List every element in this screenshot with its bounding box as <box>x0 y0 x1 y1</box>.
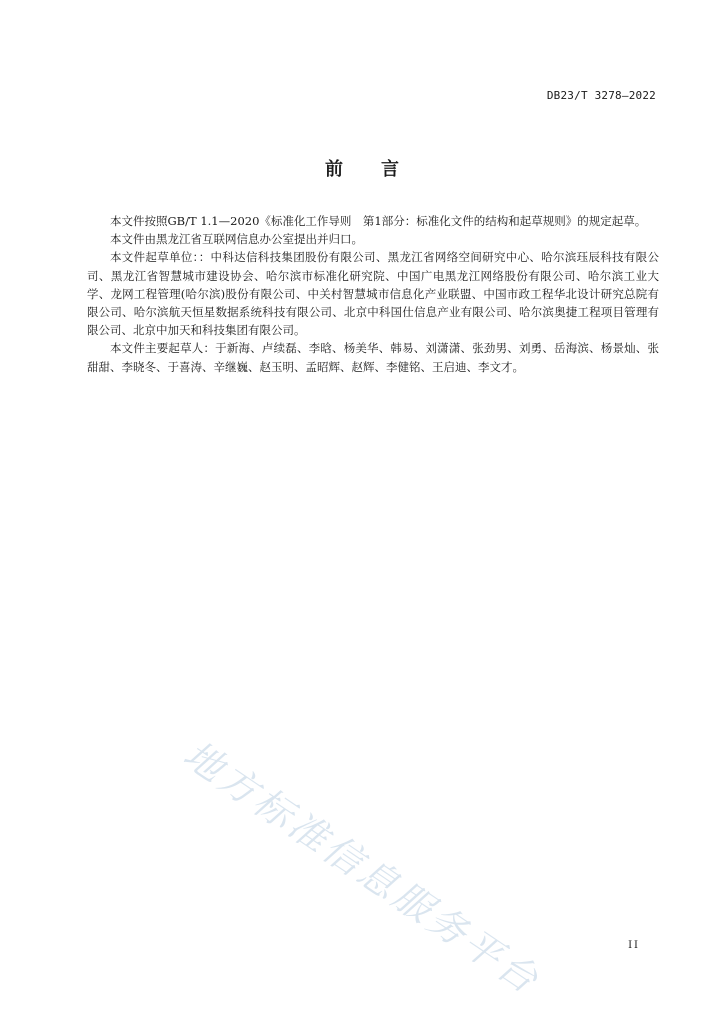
paragraph-proposer: 本文件由黑龙江省互联网信息办公室提出并归口。 <box>110 232 363 247</box>
foreword-body <box>87 212 659 376</box>
page-title: 前言 <box>325 159 437 180</box>
page-number: II <box>628 940 640 951</box>
paragraph-drafters: 本文件主要起草人：于新海、卢续磊、李晗、杨美华、韩易、刘潇潇、张劲男、刘勇、岳海滨、杨景灿、张甜甜、李晓冬、于喜涛、辛继巍、赵玉明、孟昭辉、赵辉、李健铭、王启迪、李文才。 <box>87 341 659 374</box>
watermark: 地方标准信息服务平台 <box>175 732 549 1004</box>
standard-code: DB23/T 3278—2022 <box>546 89 656 102</box>
paragraph-drafting-units: 本文件起草单位：：中科达信科技集团股份有限公司、黑龙江省网络空间研究中心、哈尔滨珏辰科技有限公司、黑龙江省智慧城市建设协会、哈尔滨市标准化研究院、中国广电黑龙江网络股份有限公司、哈尔滨工业大学、龙网工程管理(哈尔滨)股份有限公司、中关村智慧城市信息化产业联盟、中国市政工程华北设计研究总院有限公司、哈尔滨航天恒星数据系统科技有限公司、北京中科国仕信息产业有限公司、哈尔滨奥捷工程项目管理有限公司、北京中加天和科技集团有限公司。 <box>87 250 659 338</box>
paragraph-drafting-rules: 本文件按照GB/T 1.1—2020《标准化工作导则 第1部分：标准化文件的结构和起草规则》的规定起草。 <box>110 214 647 228</box>
